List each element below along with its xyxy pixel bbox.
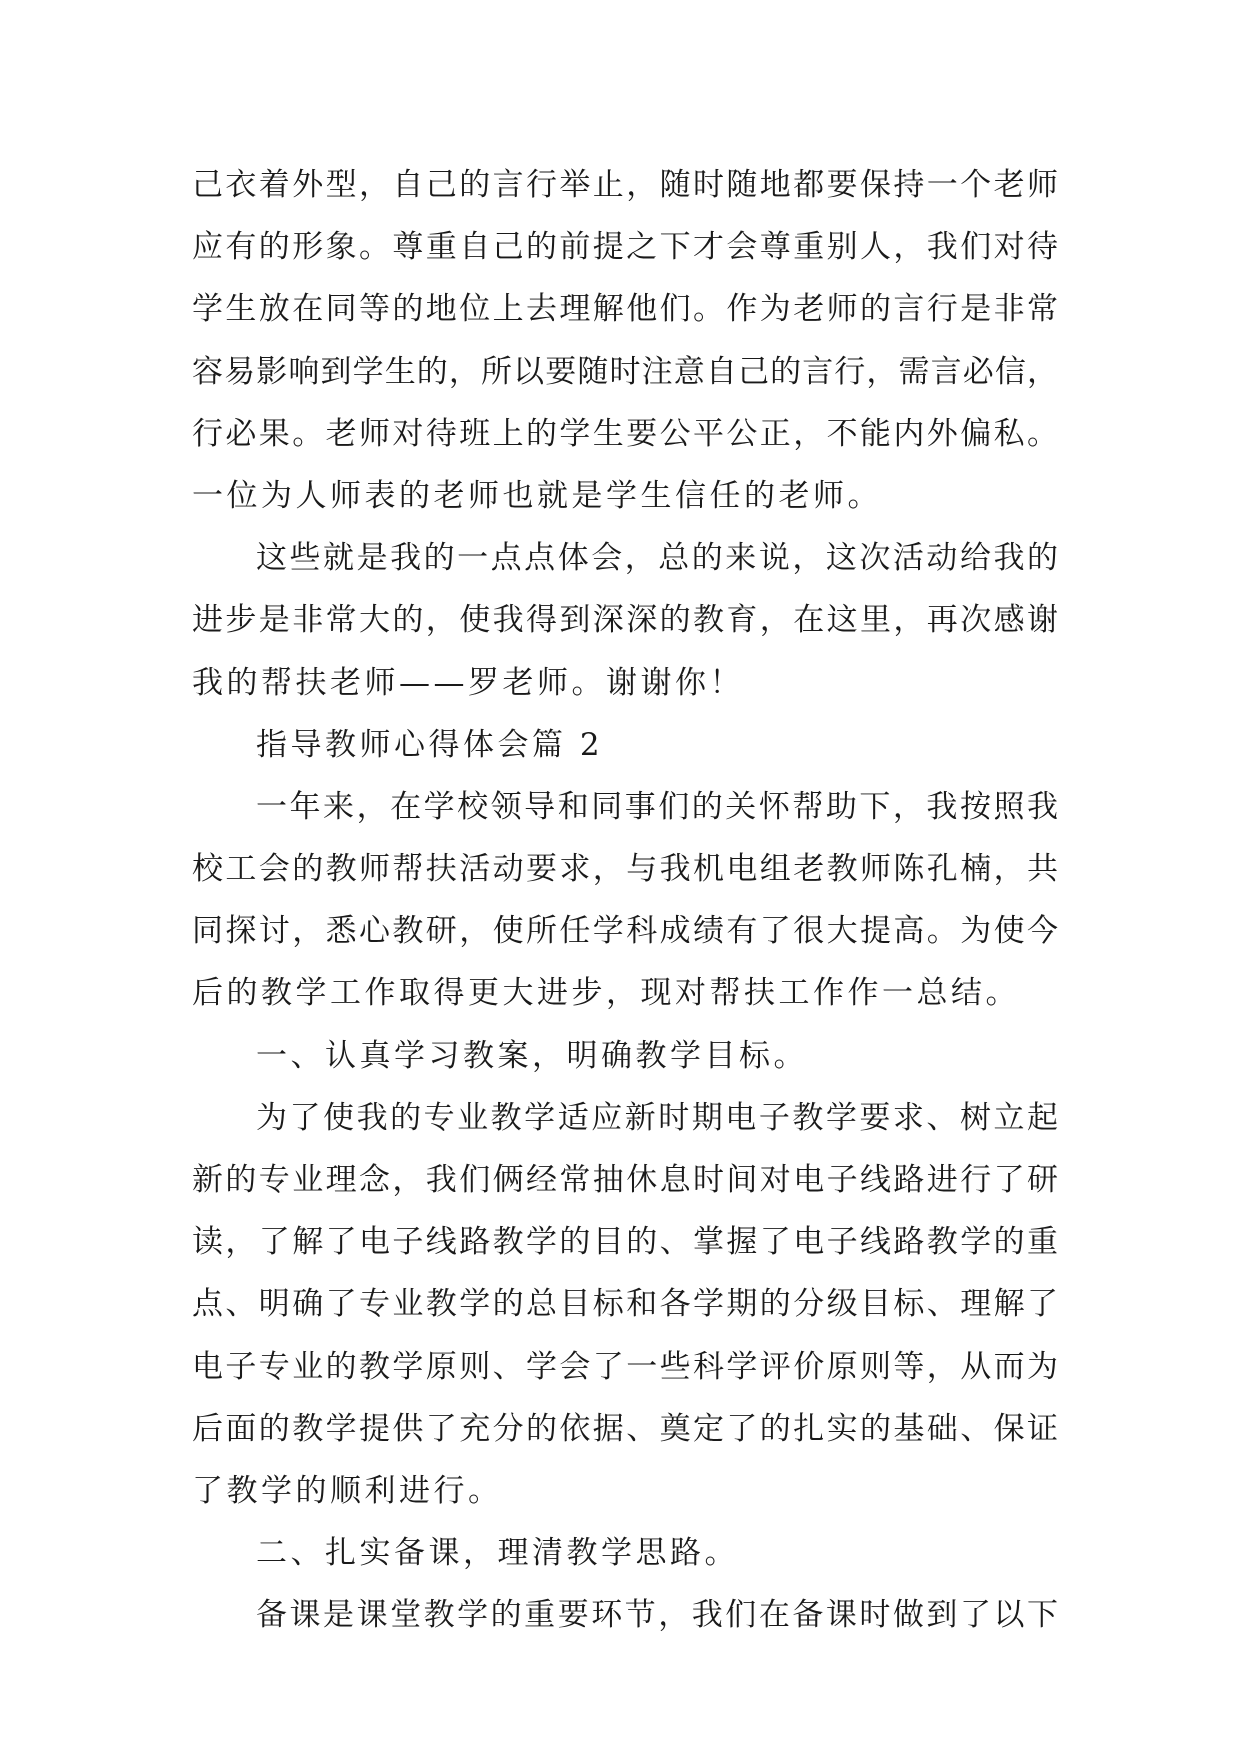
text-line-5: 行必果。老师对待班上的学生要公平公正，不能内外偏私。 bbox=[192, 415, 1058, 452]
text-line-16: 为了使我的专业教学适应新时期电子教学要求、树立起 bbox=[256, 1099, 1058, 1136]
text-line-2: 应有的形象。尊重自己的前提之下才会尊重别人，我们对待 bbox=[192, 229, 1058, 266]
text-line-18: 读，了解了电子线路教学的目的、掌握了电子线路教学的重 bbox=[192, 1224, 1058, 1261]
text-line-3: 学生放在同等的地位上去理解他们。作为老师的言行是非常 bbox=[192, 291, 1058, 328]
text-line-14: 后的教学工作取得更大进步，现对帮扶工作作一总结。 bbox=[192, 975, 1020, 1012]
document-body bbox=[192, 154, 1058, 1647]
text-line-9: 我的帮扶老师——罗老师。谢谢你！ bbox=[192, 664, 744, 701]
text-line-12: 校工会的教师帮扶活动要求，与我机电组老教师陈孔楠，共 bbox=[192, 851, 1058, 888]
text-line-7: 这些就是我的一点点体会，总的来说，这次活动给我的 bbox=[256, 540, 1058, 577]
text-line-17: 新的专业理念，我们俩经常抽休息时间对电子线路进行了研 bbox=[192, 1162, 1058, 1198]
text-line-20: 电子专业的教学原则、学会了一些科学评价原则等，从而为 bbox=[192, 1348, 1058, 1385]
text-line-1: 己衣着外型，自己的言行举止，随时随地都要保持一个老师 bbox=[192, 167, 1058, 203]
text-line-19: 点、明确了专业教学的总目标和各学期的分级目标、理解了 bbox=[192, 1286, 1058, 1323]
text-line-13: 同探讨，悉心教研，使所任学科成绩有了很大提高。为使今 bbox=[192, 913, 1058, 950]
text-line-6: 一位为人师表的老师也就是学生信任的老师。 bbox=[192, 477, 882, 514]
subheading-2: 二、扎实备课，理清教学思路。 bbox=[256, 1535, 739, 1572]
subheading-1: 一、认真学习教案，明确教学目标。 bbox=[256, 1037, 808, 1074]
text-line-22: 了教学的顺利进行。 bbox=[192, 1472, 503, 1509]
text-line-11: 一年来，在学校领导和同事们的关怀帮助下，我按照我 bbox=[256, 788, 1058, 825]
text-line-4: 容易影响到学生的，所以要随时注意自己的言行，需言必信， bbox=[192, 353, 1058, 390]
text-line-21: 后面的教学提供了充分的依据、奠定了的扎实的基础、保证 bbox=[192, 1410, 1058, 1447]
section-heading-2: 指导教师心得体会篇 2 bbox=[256, 726, 604, 763]
text-line-24: 备课是课堂教学的重要环节，我们在备课时做到了以下 bbox=[256, 1597, 1058, 1634]
text-line-8: 进步是非常大的，使我得到深深的教育，在这里，再次感谢 bbox=[192, 602, 1058, 639]
